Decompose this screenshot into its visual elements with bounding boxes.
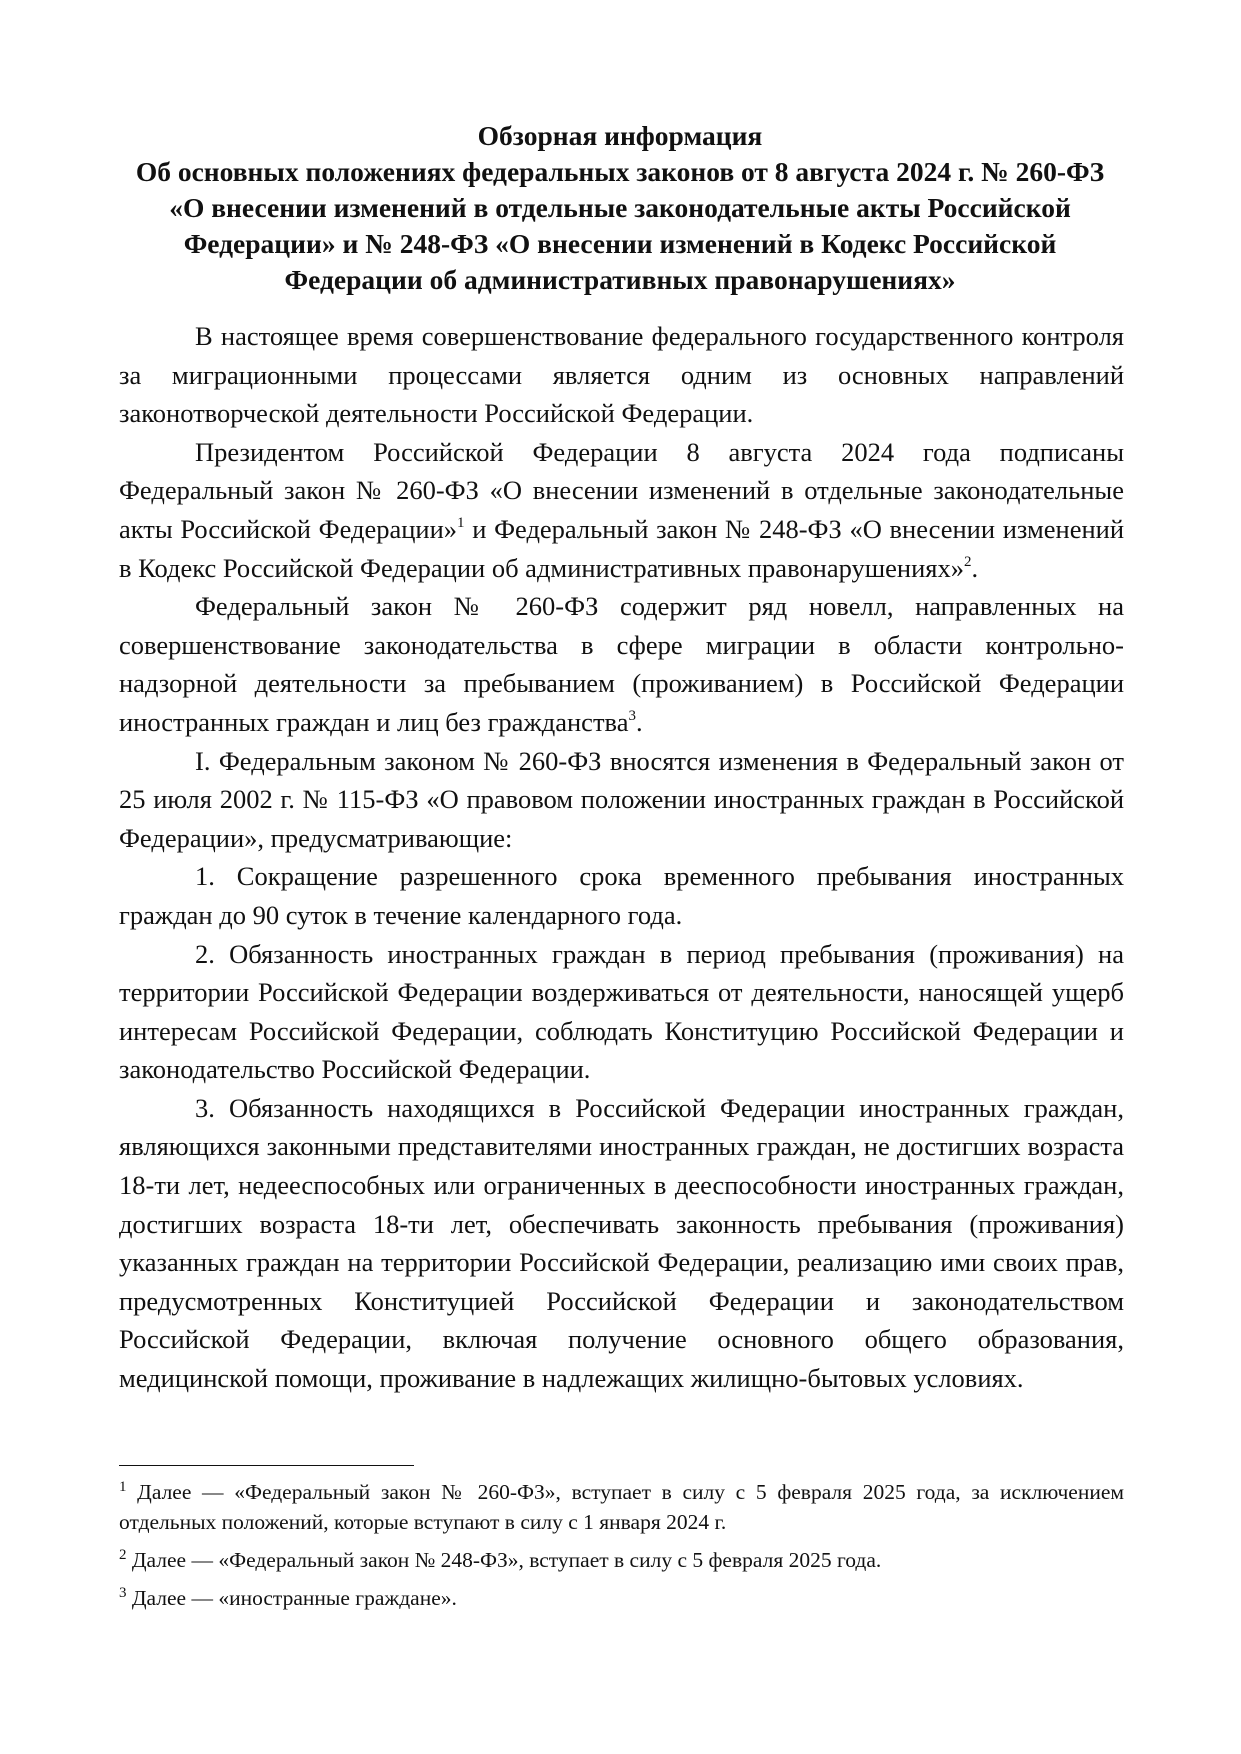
paragraph-section-1: I. Федеральным законом № 260-ФЗ вносятся изменения в Федеральный закон от 25 июля 2002 г. № 115-ФЗ «О правовом положении иностранных граждан в Российской Федерации», предусматривающие: (119, 745, 1124, 853)
header-subtitle-line-4: Федерации об административных правонарушениях» (284, 264, 956, 295)
list-item-3: 3. Обязанность находящихся в Российской Федерации иностранных граждан, являющихся законными представителями иностранных граждан, не достигших возраста 18-ти лет, недееспособных или ограниченных в дееспособности иностранных граждан, достигших возраста 18-ти лет, обеспечивать законность пребывания (проживания) указанных граждан на территории Российской Федерации, реализацию ими своих прав, предусмотренных Конституцией Российской Федерации и законодательством Российской Федерации, включая получение основного общего образования, медицинской помощи, проживание в надлежащих жилищно-бытовых условиях. (119, 1092, 1124, 1394)
paragraph-text: Президентом Российской Федерации 8 августа 2024 года подписаны Федеральный закон № 260-ФЗ «О внесении изменений в отдельные законодательные акты Российской Федерации» (119, 436, 1124, 544)
footnote-1 (119, 1477, 1124, 1537)
footnote-mark: 1 (119, 1479, 127, 1495)
header-title: Обзорная информация (477, 120, 763, 151)
footnote-text: Далее — «Федеральный закон № 260-ФЗ», вступает в силу с 5 февраля 2025 года, за исключением отдельных положений, которые вступают в силу с 1 января 2024 г. (119, 1480, 1124, 1534)
paragraph-punctuation: . (971, 552, 979, 583)
footnote-ref-2: 2 (963, 553, 972, 570)
document-header (120, 118, 1120, 298)
footnote-separator (119, 1465, 414, 1466)
footnote-2 (119, 1545, 1124, 1575)
paragraph-novelties (119, 587, 1124, 741)
paragraph-laws-signed (119, 433, 1124, 587)
list-item-1: 1. Сокращение разрешенного срока временного пребывания иностранных граждан до 90 суток в течение календарного года. (119, 861, 1124, 930)
paragraph-text: Федеральный закон № 260-ФЗ содержит ряд новелл, направленных на совершенствование законодательства в сфере миграции в области контрольно-надзорной деятельности за пребыванием (проживанием) в Российской Федерации иностранных граждан и лиц без гражданства (119, 591, 1124, 737)
header-subtitle-line-2: «О внесении изменений в отдельные законодательные акты Российской (169, 192, 1071, 223)
footnote-mark: 2 (119, 1547, 127, 1563)
paragraph-punctuation: . (635, 706, 643, 737)
footnote-text: Далее — «иностранные граждане». (126, 1586, 457, 1610)
footnote-3 (119, 1583, 1124, 1613)
footnote-mark: 3 (119, 1585, 127, 1601)
paragraph-intro: В настоящее время совершенствование федерального государственного контроля за миграционными процессами является одним из основных направлений законотворческой деятельности Российской Федерации. (119, 321, 1124, 429)
list-item-2: 2. Обязанность иностранных граждан в период пребывания (проживания) на территории Российской Федерации воздерживаться от деятельности, наносящей ущерб интересам Российской Федерации, соблюдать Конституцию Российской Федерации и законодательство Российской Федерации. (119, 938, 1124, 1085)
footnote-ref-1: 1 (457, 514, 465, 531)
header-subtitle-line-1: Об основных положениях федеральных законов от 8 августа 2024 г. № 260-ФЗ (135, 156, 1105, 187)
header-subtitle-line-3: Федерации» и № 248-ФЗ «О внесении изменений в Кодекс Российской (183, 228, 1057, 259)
footnote-ref-3: 3 (628, 707, 636, 724)
footnotes (119, 1477, 1124, 1621)
paragraph-text: и Федеральный закон № 248-ФЗ «О внесении изменений в Кодекс Российской Федерации об административных правонарушениях» (119, 513, 1125, 583)
footnote-text: Далее — «Федеральный закон № 248-ФЗ», вступает в силу с 5 февраля 2025 года. (126, 1548, 882, 1572)
document-body (119, 317, 1124, 1398)
